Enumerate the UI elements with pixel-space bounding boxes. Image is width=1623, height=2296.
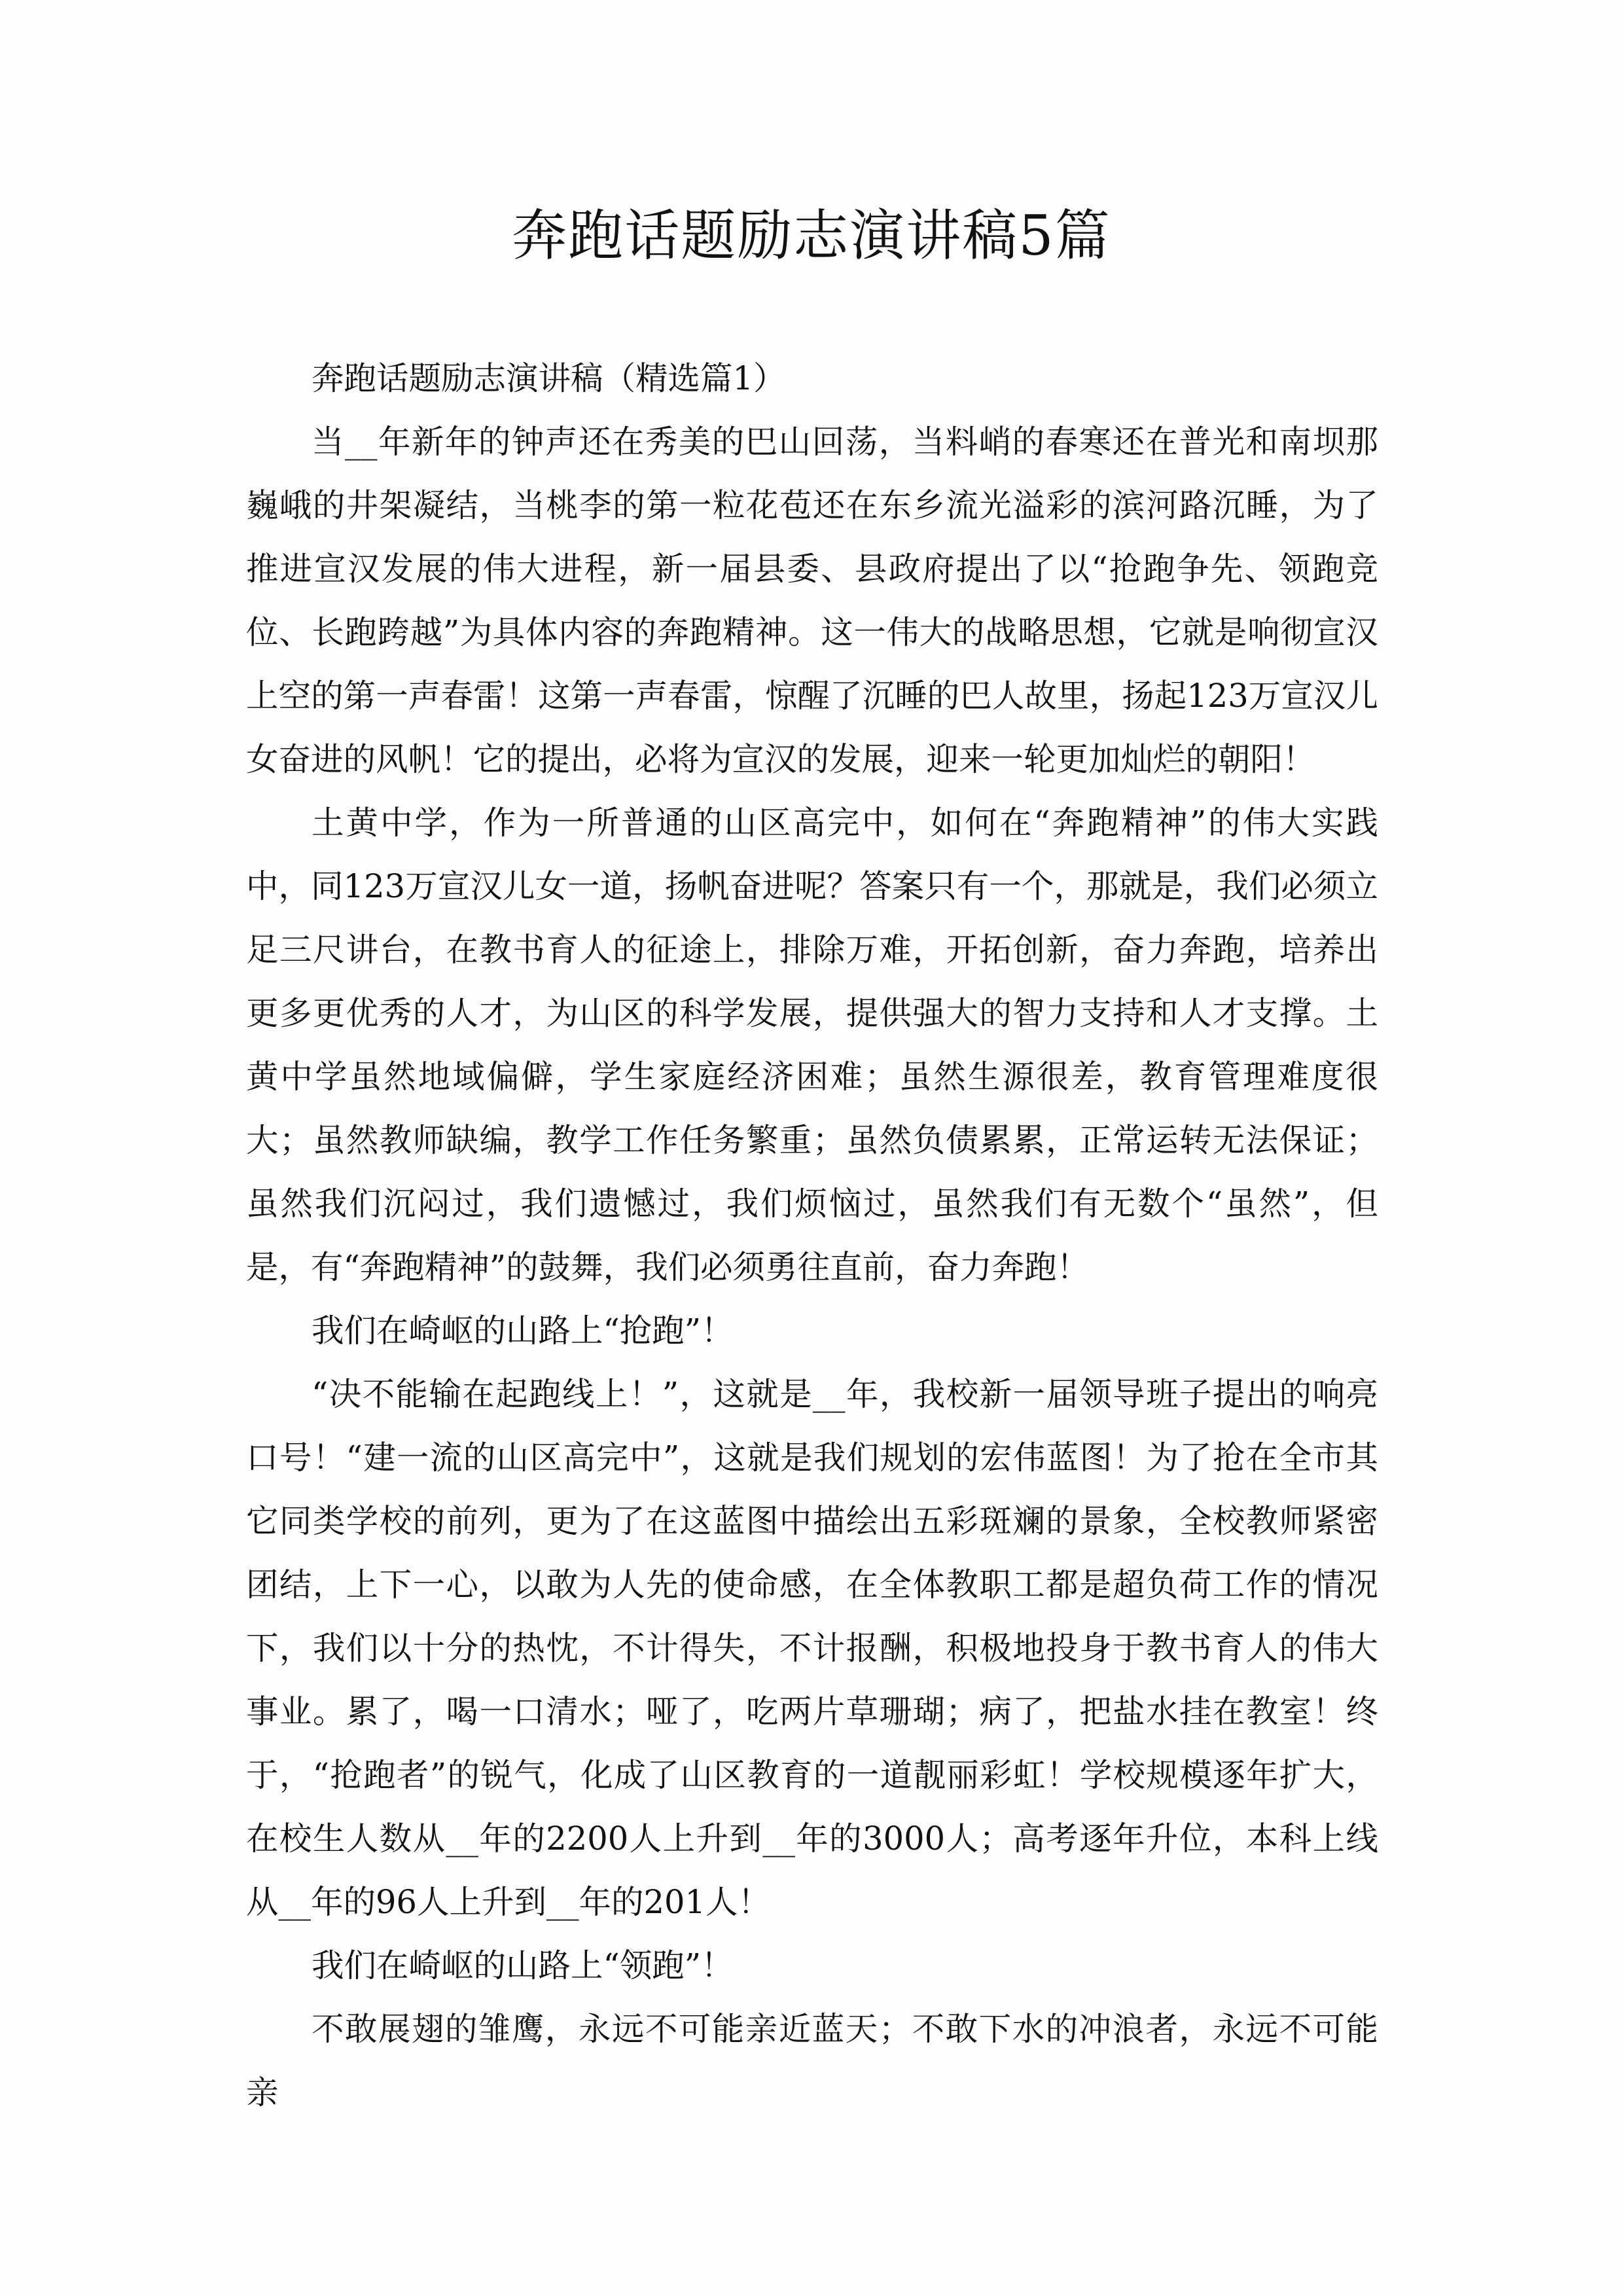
section-heading: 奔跑话题励志演讲稿（精选篇1） <box>312 359 786 397</box>
subheading-paragraph: 我们在崎岖的山路上“抢跑”！ <box>312 1312 734 1350</box>
document-body <box>246 347 1378 2125</box>
document-title: 奔跑话题励志演讲稿5篇 <box>512 204 1111 268</box>
paragraph: 土黄中学，作为一所普通的山区高完中，如何在“奔跑精神”的伟大实践中，同123万宣汉儿女一道，扬帆奋进呢？答案只有一个，那就是，我们必须立足三尺讲台，在教书育人的征途上，排除万难，开拓创新，奋力奔跑，培养出更多更优秀的人才，为山区的科学发展，提供强大的智力支持和人才支撑。土黄中学虽然地域偏僻，学生家庭经济困难；虽然生源很差，教育管理难度很大；虽然教师缺编，教学工作任务繁重；虽然负债累累，正常运转无法保证；虽然我们沉闷过，我们遗憾过，我们烦恼过，虽然我们有无数个“虽然”，但是，有“奔跑精神”的鼓舞，我们必须勇往直前，奋力奔跑！ <box>246 804 1378 1286</box>
subheading-paragraph: 我们在崎岖的山路上“领跑”！ <box>312 1946 734 1984</box>
paragraph: 不敢展翅的雏鹰，永远不可能亲近蓝天；不敢下水的冲浪者，永远不可能亲 <box>246 2010 1378 2111</box>
paragraph: 当__年新年的钟声还在秀美的巴山回荡，当料峭的春寒还在普光和南坝那巍峨的井架凝结，当桃李的第一粒花苞还在东乡流光溢彩的滨河路沉睡，为了推进宣汉发展的伟大进程，新一届县委、县政府提出了以“抢跑争先、领跑竞位、长跑跨越”为具体内容的奔跑精神。这一伟大的战略思想，它就是响彻宣汉上空的第一声春雷！这第一声春雷，惊醒了沉睡的巴人故里，扬起123万宣汉儿女奋进的风帆！它的提出，必将为宣汉的发展，迎来一轮更加灿烂的朝阳！ <box>246 423 1378 778</box>
paragraph: “决不能输在起跑线上！”，这就是__年，我校新一届领导班子提出的响亮口号！“建一流的山区高完中”，这就是我们规划的宏伟蓝图！为了抢在全市其它同类学校的前列，更为了在这蓝图中描绘出五彩斑斓的景象，全校教师紧密团结，上下一心，以敢为人先的使命感，在全体教职工都是超负荷工作的情况下，我们以十分的热忱，不计得失，不计报酬，积极地投身于教书育人的伟大事业。累了，喝一口清水；哑了，吃两片草珊瑚；病了，把盐水挂在教室！终于，“抢跑者”的锐气，化成了山区教育的一道靓丽彩虹！学校规模逐年扩大，在校生人数从__年的2200人上升到__年的3000人；高考逐年升位，本科上线从__年的96人上升到__年的201人！ <box>246 1375 1378 1921</box>
